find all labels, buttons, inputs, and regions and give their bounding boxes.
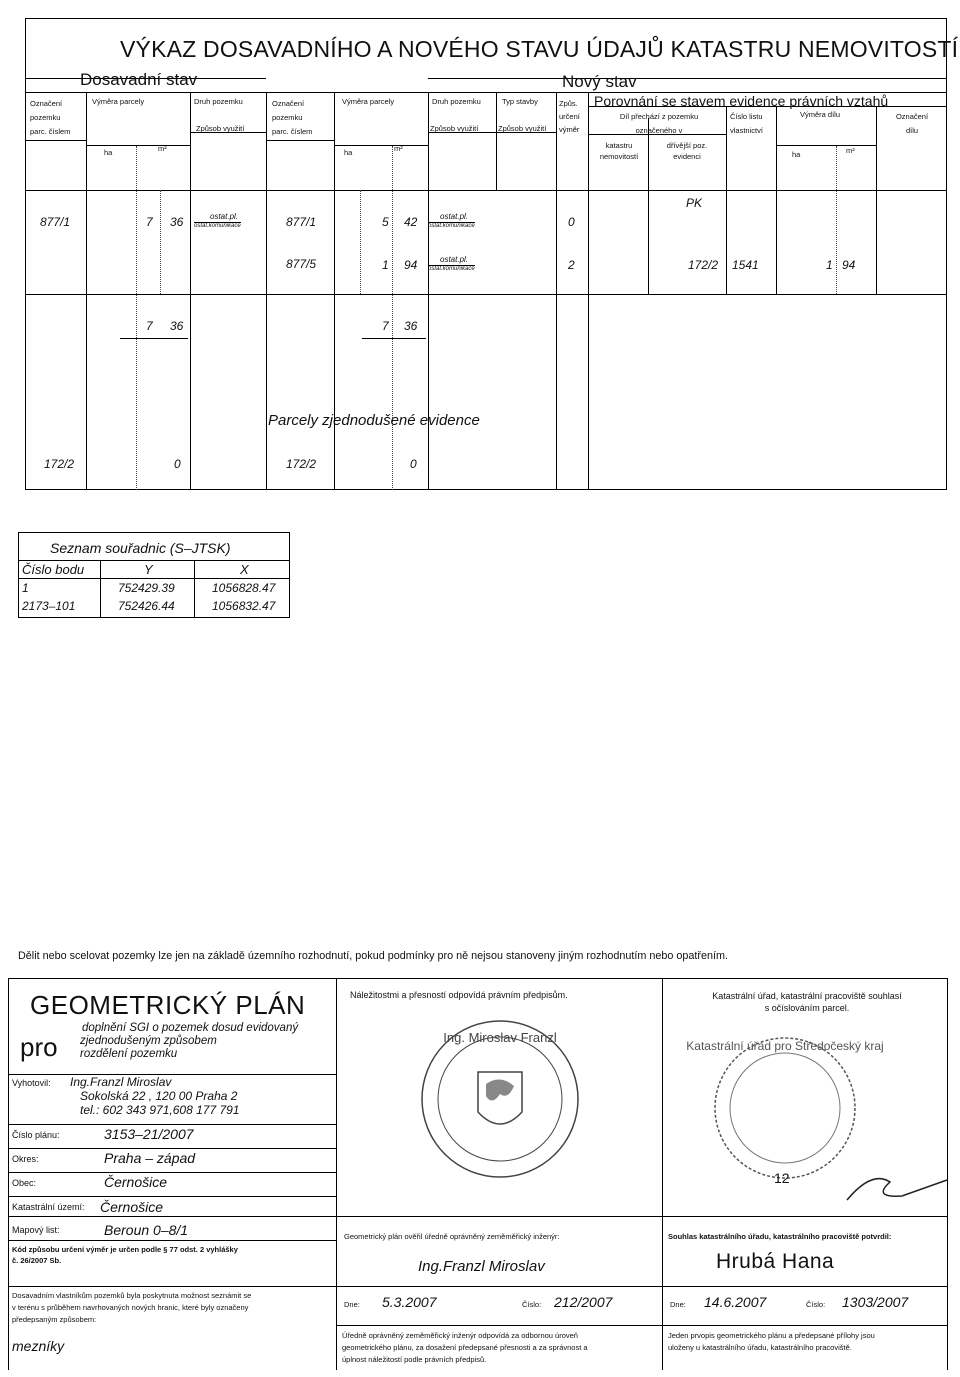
r2-drivejsi: 172/2 bbox=[688, 258, 719, 272]
old-col-oznaceni bbox=[30, 97, 70, 139]
old-state-header: Dosavadní stav bbox=[80, 70, 198, 89]
coords-row-1-x: 1056828.47 bbox=[212, 581, 276, 595]
coords-h-bod: Číslo bodu bbox=[22, 562, 85, 577]
old-col-druh: Druh pozemku bbox=[194, 97, 243, 106]
right-dne-label: Dne: bbox=[670, 1300, 686, 1309]
overil-text: Geometrický plán ověřil úředně oprávněný zeměměřický inženýr: bbox=[344, 1232, 560, 1241]
right-cislo-value: 1303/2007 bbox=[842, 1294, 909, 1310]
vyhotovil-address: Sokolská 22 , 120 00 Praha 2 bbox=[80, 1089, 238, 1103]
signature bbox=[842, 1160, 952, 1210]
r1-old-ha: 7 bbox=[146, 215, 153, 229]
comp-oznaceni-dilu-2: dílu bbox=[905, 126, 919, 135]
r1-new-parc: 877/1 bbox=[286, 215, 317, 229]
mid-cislo-value: 212/2007 bbox=[554, 1294, 613, 1310]
plan-title: GEOMETRICKÝ PLÁN bbox=[30, 990, 306, 1020]
plan-purpose-2: zjednodušeným způsobem bbox=[80, 1035, 217, 1047]
r2-new-parc: 877/5 bbox=[286, 257, 317, 271]
new-col-zpusob2: Způsob využití bbox=[498, 124, 547, 133]
new-col-typ: Typ stavby bbox=[502, 97, 538, 106]
pze-label: Parcely zjednodušené evidence bbox=[268, 412, 480, 429]
r2-new-druh: ostat.pl. bbox=[440, 255, 469, 264]
r2-dil-m2: 94 bbox=[842, 258, 856, 272]
comp-oznaceni-dilu bbox=[880, 110, 944, 138]
meze-note bbox=[12, 1290, 251, 1326]
resp-note bbox=[342, 1330, 588, 1366]
r1-old-zpusob: ostat.komunikace bbox=[194, 223, 241, 229]
okres-label: Okres: bbox=[12, 1154, 39, 1164]
new-col-zpus-3: výměr bbox=[559, 125, 580, 134]
vyhotovil-name: Ing.Franzl Miroslav bbox=[70, 1075, 172, 1089]
coords-row-2-y: 752426.44 bbox=[118, 599, 175, 613]
r2-listu: 1541 bbox=[732, 258, 759, 272]
coords-row-1-y: 752429.39 bbox=[118, 581, 175, 595]
sum-old-ha: 7 bbox=[146, 319, 153, 333]
cislo-planu-value: 3153–21/2007 bbox=[104, 1126, 194, 1142]
office-text bbox=[676, 990, 938, 1014]
sum-new-m2: 36 bbox=[404, 319, 418, 333]
r1-pk: PK bbox=[686, 196, 703, 210]
old-col-oznaceni-1: Označení bbox=[30, 99, 63, 108]
right-dne-value: 14.6.2007 bbox=[704, 1294, 767, 1310]
new-col-zpus-1: Způs. bbox=[559, 99, 578, 108]
r1-new-m2: 42 bbox=[404, 215, 418, 229]
right-foot-2: uloženy u katastrálního úřadu, katastrálního pracoviště. bbox=[668, 1343, 852, 1352]
coords-title: Seznam souřadnic (S–JTSK) bbox=[50, 540, 231, 556]
office-stamp bbox=[686, 1030, 884, 1180]
mid-cislo-label: Číslo: bbox=[522, 1300, 542, 1309]
comp-drivejsi-2: evidenci bbox=[673, 152, 701, 161]
new-state-header: Nový stav bbox=[562, 72, 637, 91]
meze-note-1: Dosavadním vlastníkům pozemků byla poskytnuta možnost seznámit se bbox=[12, 1291, 252, 1300]
meze-value: mezníky bbox=[12, 1338, 65, 1354]
r2-urceni: 2 bbox=[568, 258, 575, 272]
comp-cislo-listu bbox=[730, 110, 763, 138]
vyhotovil-value bbox=[70, 1075, 239, 1117]
new-col-vymera: Výměra parcely bbox=[342, 97, 395, 106]
comp-katastru-2: nemovitostí bbox=[599, 152, 639, 161]
comp-unit-m2: m² bbox=[846, 146, 855, 155]
kod-note bbox=[12, 1244, 238, 1266]
new-col-oznaceni-2: pozemku bbox=[272, 113, 303, 122]
comp-vymera-dilu: Výměra dílu bbox=[800, 110, 841, 119]
mapovy-value: Beroun 0–8/1 bbox=[104, 1222, 189, 1238]
legal-notice: Dělit nebo scelovat pozemky lze jen na základě územního rozhodnutí, pokud podmínky pro ně nejsou stanoveny jiným rozhodnutím nebo opatřením. bbox=[18, 950, 729, 962]
office-text-2: s očíslováním parcel. bbox=[764, 1003, 850, 1013]
comp-katastru bbox=[594, 140, 644, 162]
souhlas-text: Souhlas katastrálního úřadu, katastrálního pracoviště potvrdil: bbox=[668, 1232, 892, 1241]
old-col-oznaceni-3: parc. číslem bbox=[30, 127, 71, 136]
old-col-vymera: Výměra parcely bbox=[92, 97, 145, 106]
office-text-1: Katastrální úřad, katastrální pracoviště souhlasí bbox=[712, 991, 902, 1001]
okres-value: Praha – západ bbox=[104, 1150, 196, 1166]
r1-new-ha: 5 bbox=[382, 215, 389, 229]
mapovy-label: Mapový list: bbox=[12, 1225, 60, 1235]
kod-note-1: Kód způsobu určení výměr je určen podle § 77 odst. 2 vyhlášky bbox=[12, 1245, 238, 1254]
new-unit-ha: ha bbox=[344, 148, 353, 157]
office-stamp-text: Katastrální úřad pro Středočeský kraj bbox=[686, 1039, 884, 1053]
r1-new-druh: ostat.pl. bbox=[440, 212, 469, 221]
comp-cislo-listu-1: Číslo listu bbox=[730, 112, 763, 121]
sum-new-ha: 7 bbox=[382, 319, 389, 333]
statement-title: VÝKAZ DOSAVADNÍHO A NOVÉHO STAVU ÚDAJŮ KATASTRU NEMOVITOSTÍ bbox=[120, 36, 959, 62]
obec-value: Černošice bbox=[104, 1174, 168, 1190]
comp-dil-1: Díl přechází z pozemku bbox=[619, 112, 699, 121]
r2-new-zpusob: ostat.komunikace bbox=[428, 266, 475, 272]
comp-drivejsi-1: dřívější poz. bbox=[666, 141, 708, 150]
sum-old-m2: 36 bbox=[170, 319, 184, 333]
obec-label: Obec: bbox=[12, 1178, 37, 1188]
new-unit-m2: m² bbox=[394, 144, 403, 153]
r1-old-m2: 36 bbox=[170, 215, 184, 229]
old-col-zpusob: Způsob využití bbox=[196, 124, 245, 133]
comp-dil bbox=[600, 110, 718, 138]
coords-row-2-x: 1056832.47 bbox=[212, 599, 276, 613]
old-unit-ha: ha bbox=[104, 148, 113, 157]
comp-katastru-1: katastru bbox=[605, 141, 633, 150]
r3-new-m2: 0 bbox=[410, 457, 417, 471]
plan-purpose-3: rozdělení pozemku bbox=[80, 1048, 178, 1060]
r1-new-zpusob: ostat.komunikace bbox=[428, 223, 475, 229]
engineer-stamp-text: Ing. Miroslav Franzl bbox=[443, 1030, 557, 1045]
comp-unit-ha: ha bbox=[792, 150, 801, 159]
r1-old-druh: ostat.pl. bbox=[210, 212, 239, 221]
old-col-oznaceni-2: pozemku bbox=[30, 113, 61, 122]
right-foot-1: Jeden prvopis geometrického plánu a předepsané přílohy jsou bbox=[668, 1331, 875, 1340]
ku-value: Černošice bbox=[100, 1199, 164, 1215]
r2-new-m2: 94 bbox=[404, 258, 418, 272]
signer-name: Hrubá Hana bbox=[716, 1250, 835, 1273]
nalez-text: Náležitostmi a přesností odpovídá právním předpisům. bbox=[350, 990, 568, 1000]
kod-note-2: č. 26/2007 Sb. bbox=[12, 1256, 62, 1265]
ku-label: Katastrální území: bbox=[12, 1202, 85, 1212]
new-col-oznaceni-1: Označení bbox=[272, 99, 305, 108]
r3-old-m2: 0 bbox=[174, 457, 181, 471]
coords-row-2-bod: 2173–101 bbox=[22, 599, 76, 613]
new-col-zpus bbox=[559, 97, 580, 136]
old-unit-m2: m² bbox=[158, 144, 167, 153]
meze-note-3: předepsaným způsobem: bbox=[12, 1315, 97, 1324]
resp-note-1: Úředně oprávněný zeměměřický inženýr odpovídá za odbornou úroveň bbox=[342, 1331, 578, 1340]
r3-old-parc: 172/2 bbox=[44, 457, 75, 471]
cislo-planu-label: Číslo plánu: bbox=[12, 1130, 60, 1140]
mid-dne-value: 5.3.2007 bbox=[382, 1294, 437, 1310]
comp-oznaceni-dilu-1: Označení bbox=[895, 112, 929, 121]
r2-dil-ha: 1 bbox=[826, 258, 833, 272]
coords-h-x: X bbox=[240, 562, 249, 577]
vyhotovil-phone: tel.: 602 343 971,608 177 791 bbox=[80, 1103, 240, 1117]
coords-h-y: Y bbox=[144, 562, 153, 577]
comp-drivejsi bbox=[652, 140, 722, 162]
plan-purpose-1: doplnění SGI o pozemek dosud evidovaný bbox=[82, 1022, 299, 1034]
new-col-zpusob: Způsob využití bbox=[430, 124, 479, 133]
plan-purpose bbox=[80, 1022, 298, 1061]
engineer-name: Ing.Franzl Miroslav bbox=[418, 1258, 545, 1275]
r1-old-parc: 877/1 bbox=[40, 215, 71, 229]
meze-note-2: v terénu s průběhem navrhovaných nových hranic, které byly označeny bbox=[12, 1303, 249, 1312]
new-col-druh: Druh pozemku bbox=[432, 97, 481, 106]
new-col-oznaceni-3: parc. číslem bbox=[272, 127, 313, 136]
new-col-oznaceni bbox=[272, 97, 312, 139]
coords-row-1-bod: 1 bbox=[22, 581, 29, 595]
right-foot bbox=[668, 1330, 875, 1354]
comp-cislo-listu-2: vlastnictví bbox=[730, 126, 763, 135]
engineer-stamp bbox=[420, 1014, 580, 1184]
r1-urceni: 0 bbox=[568, 215, 575, 229]
r3-new-parc: 172/2 bbox=[286, 457, 317, 471]
resp-note-2: geometrického plánu, za dosažení předepsané přesnosti a za správnost a bbox=[342, 1343, 588, 1352]
right-cislo-label: Číslo: bbox=[806, 1300, 826, 1309]
plan-pro: pro bbox=[20, 1032, 58, 1062]
vyhotovil-label: Vyhotovil: bbox=[12, 1078, 51, 1088]
mid-dne-label: Dne: bbox=[344, 1300, 360, 1309]
new-col-zpus-2: určení bbox=[559, 112, 580, 121]
resp-note-3: úplnost náležitostí podle právních předpisů. bbox=[342, 1355, 487, 1364]
r2-new-ha: 1 bbox=[382, 258, 389, 272]
stamp-number: 12 bbox=[774, 1170, 790, 1186]
comp-dil-2: označeného v bbox=[635, 126, 683, 135]
comparison-header: Porovnání se stavem evidence právních vztahů bbox=[594, 93, 889, 109]
